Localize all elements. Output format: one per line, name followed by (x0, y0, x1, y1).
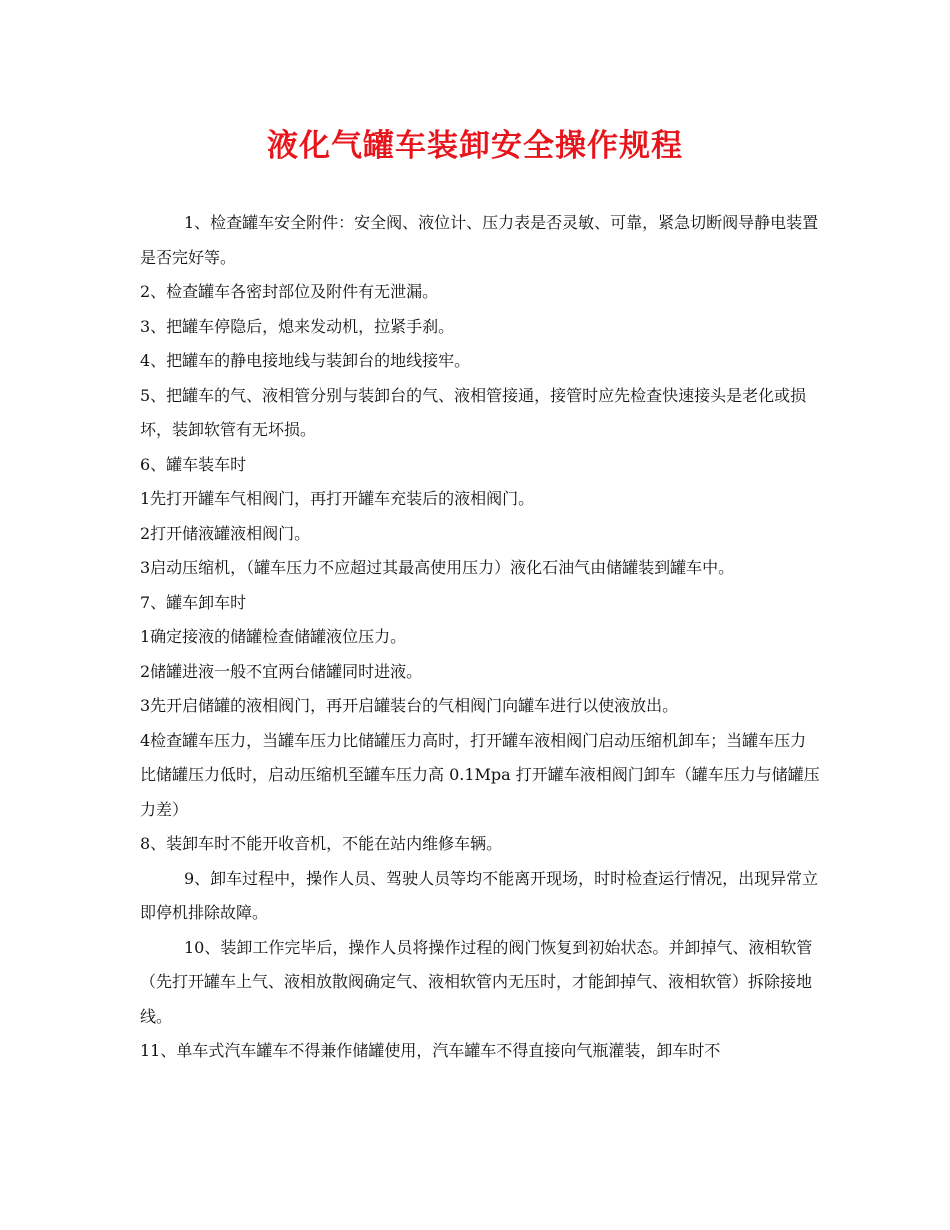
paragraph: 1先打开罐车气相阀门，再打开罐车充装后的液相阀门。 (140, 489, 535, 508)
document-title: 液化气罐车装卸安全操作规程 (267, 128, 683, 164)
document-body (140, 206, 820, 1069)
paragraph: 3、把罐车停隐后，熄来发动机，拉紧手刹。 (140, 316, 455, 336)
paragraph: 3启动压缩机，（罐车压力不应超过其最高使用压力）液化石油气由储罐装到罐车中。 (140, 558, 735, 577)
paragraph: 1、检查罐车安全附件：安全阀、液位计、压力表是否灵敏、可靠，紧急切断阀导静电装置是否完好等。 (140, 213, 819, 267)
paragraph: 6、罐车装车时 (140, 454, 247, 474)
paragraph: 10、装卸工作完毕后，操作人员将操作过程的阀门恢复到初始状态。并卸掉气、液相软管（先打开罐车上气、液相放散阀确定气、液相软管内无压时，才能卸掉气、液相软管）拆除接地线。 (140, 937, 813, 1026)
paragraph: 4检查罐车压力，当罐车压力比储罐压力高时，打开罐车液相阀门启动压缩机卸车；当罐车压力比储罐压力低时，启动压缩机至罐车压力高 0.1Mpa 打开罐车液相阀门卸车（罐车压力与储罐压力差） (140, 730, 820, 819)
paragraph: 2、检查罐车各密封部位及附件有无泄漏。 (140, 282, 439, 301)
paragraph: 2打开储液罐液相阀门。 (140, 523, 311, 543)
paragraph: 2储罐进液一般不宜两台储罐同时进液。 (140, 661, 423, 681)
paragraph: 4、把罐车的静电接地线与装卸台的地线接牢。 (140, 351, 471, 370)
paragraph: 9、卸车过程中，操作人员、驾驶人员等均不能离开现场，时时检查运行情况，出现异常立即停机排除故障。 (140, 868, 819, 922)
paragraph: 11、单车式汽车罐车不得兼作储罐使用，汽车罐车不得直接向气瓶灌装，卸车时不 (140, 1041, 721, 1060)
paragraph: 3先开启储罐的液相阀门，再开启罐装台的气相阀门向罐车进行以使液放出。 (140, 696, 679, 715)
paragraph: 8、装卸车时不能开收音机，不能在站内维修车辆。 (140, 834, 503, 853)
paragraph: 5、把罐车的气、液相管分别与装卸台的气、液相管接通，接管时应先检查快速接头是老化或损坏，装卸软管有无坏损。 (140, 385, 807, 439)
paragraph: 1确定接液的储罐检查储罐液位压力。 (140, 627, 407, 646)
paragraph: 7、罐车卸车时 (140, 592, 247, 612)
